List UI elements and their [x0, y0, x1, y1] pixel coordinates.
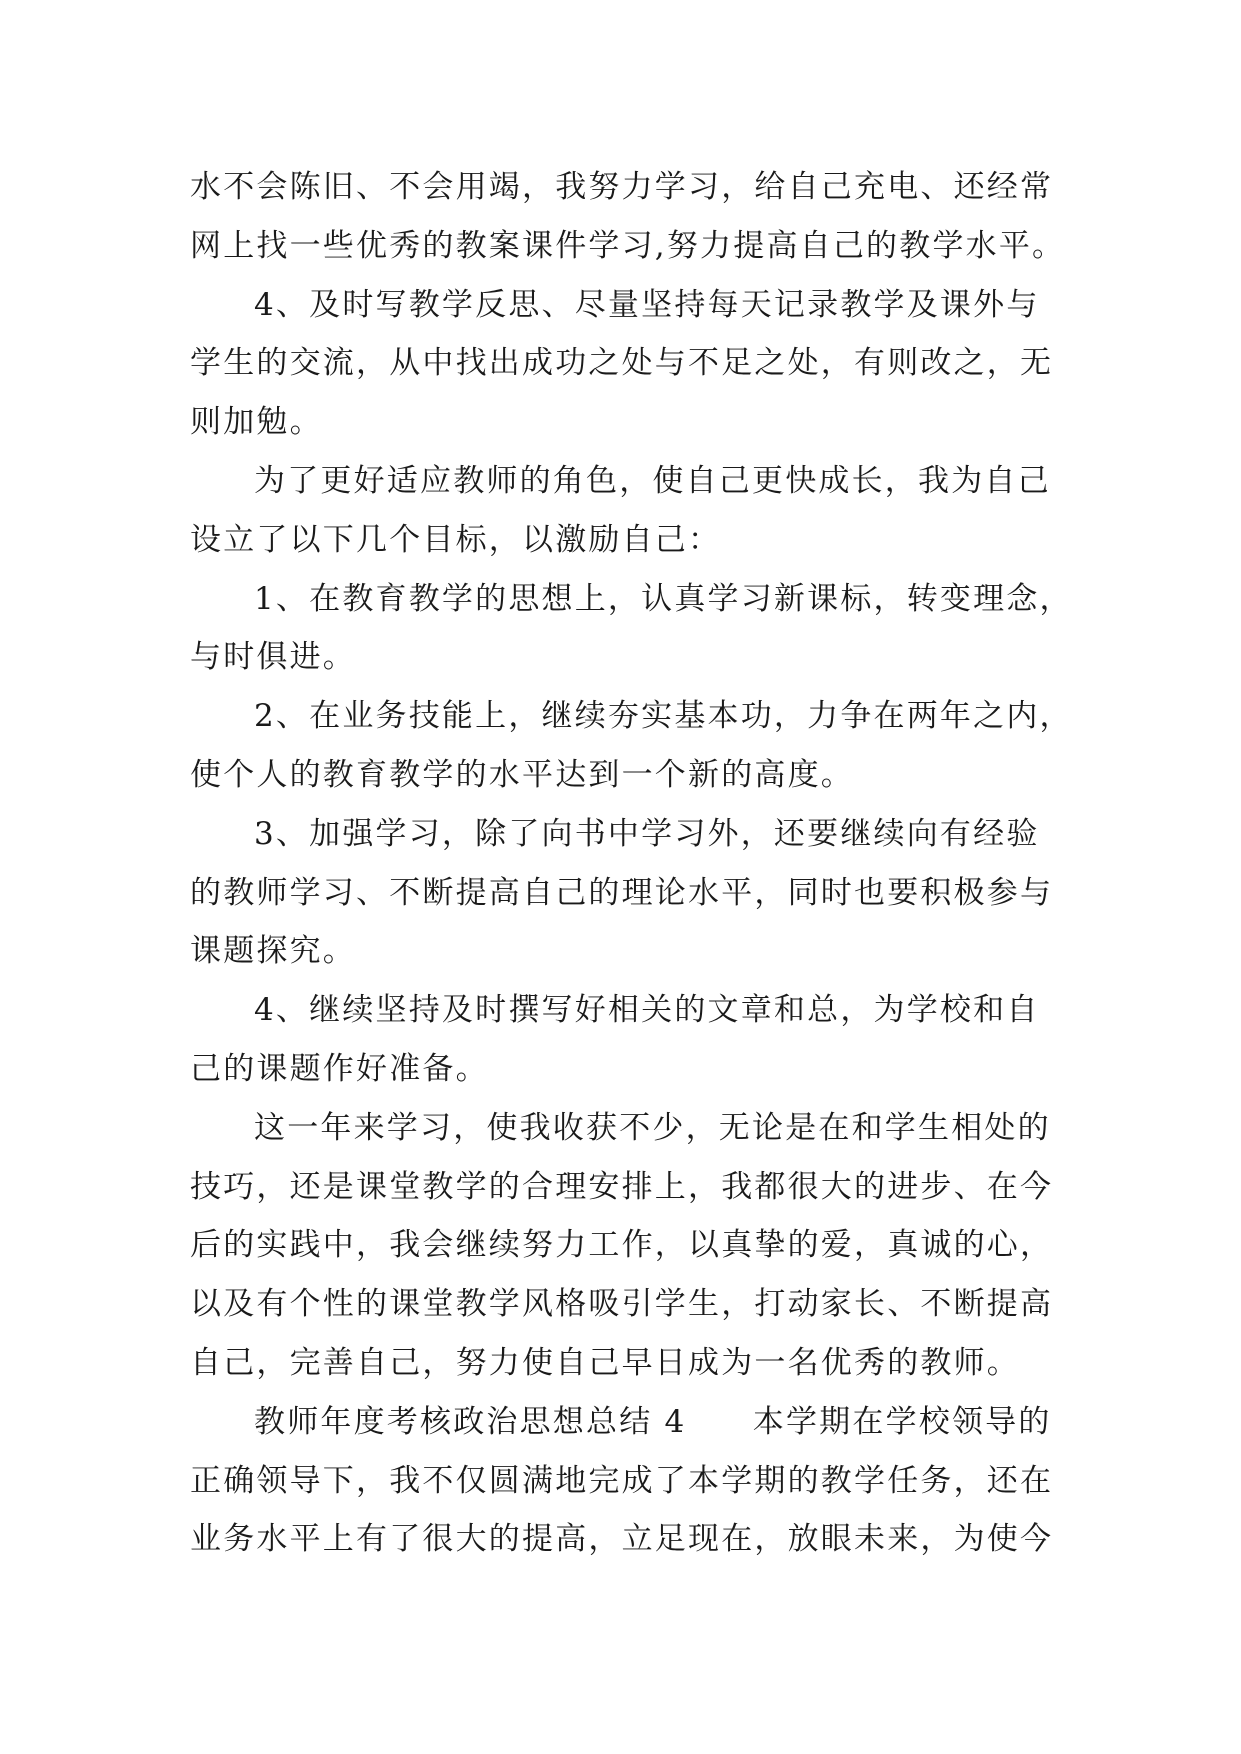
text-line: 以及有个性的课堂教学风格吸引学生，打动家长、不断提高: [190, 1286, 1054, 1323]
text-line: 正确领导下，我不仅圆满地完成了本学期的教学任务，还在: [190, 1462, 1054, 1499]
document-body: [190, 158, 1073, 1569]
text-line: 则加勉。: [190, 404, 323, 441]
text-line: 水不会陈旧、不会用竭，我努力学习，给自己充电、还经常: [190, 169, 1054, 205]
text-line: 设立了以下几个目标，以激励自己：: [190, 521, 722, 558]
text-line: 的教师学习、不断提高自己的理论水平，同时也要积极参与: [190, 874, 1054, 911]
text-line: 与时俱进。: [190, 639, 356, 676]
text-line: 4、继续坚持及时撰写好相关的文章和总，为学校和自: [254, 992, 1040, 1029]
text-line: 自己，完善自己，努力使自己早日成为一名优秀的教师。: [190, 1344, 1020, 1381]
text-line: 网上找一些优秀的教案课件学习,努力提高自己的教学水平。: [190, 227, 1066, 264]
text-line: 课题探究。: [190, 933, 356, 970]
text-line: 教师年度考核政治思想总结 4 本学期在学校领导的: [254, 1403, 1052, 1440]
text-line: 为了更好适应教师的角色，使自己更快成长，我为自己: [254, 462, 1051, 499]
text-line: 使个人的教育教学的水平达到一个新的高度。: [190, 756, 854, 793]
text-line: 1、在教育教学的思想上，认真学习新课标，转变理念，: [254, 580, 1073, 617]
text-line: 4、及时写教学反思、尽量坚持每天记录教学及课外与: [254, 286, 1040, 323]
text-line: 后的实践中，我会继续努力工作，以真挚的爱，真诚的心，: [190, 1227, 1054, 1264]
text-line: 技巧，还是课堂教学的合理安排上，我都很大的进步、在今: [190, 1168, 1054, 1205]
text-line: 业务水平上有了很大的提高，立足现在，放眼未来，为使今: [190, 1521, 1054, 1558]
text-line: 学生的交流，从中找出成功之处与不足之处，有则改之，无: [190, 345, 1054, 382]
text-line: 己的课题作好准备。: [190, 1050, 489, 1087]
text-line: 这一年来学习，使我收获不少，无论是在和学生相处的: [254, 1109, 1051, 1146]
text-line: 2、在业务技能上，继续夯实基本功，力争在两年之内，: [254, 698, 1073, 735]
text-line: 3、加强学习，除了向书中学习外，还要继续向有经验: [254, 815, 1040, 852]
